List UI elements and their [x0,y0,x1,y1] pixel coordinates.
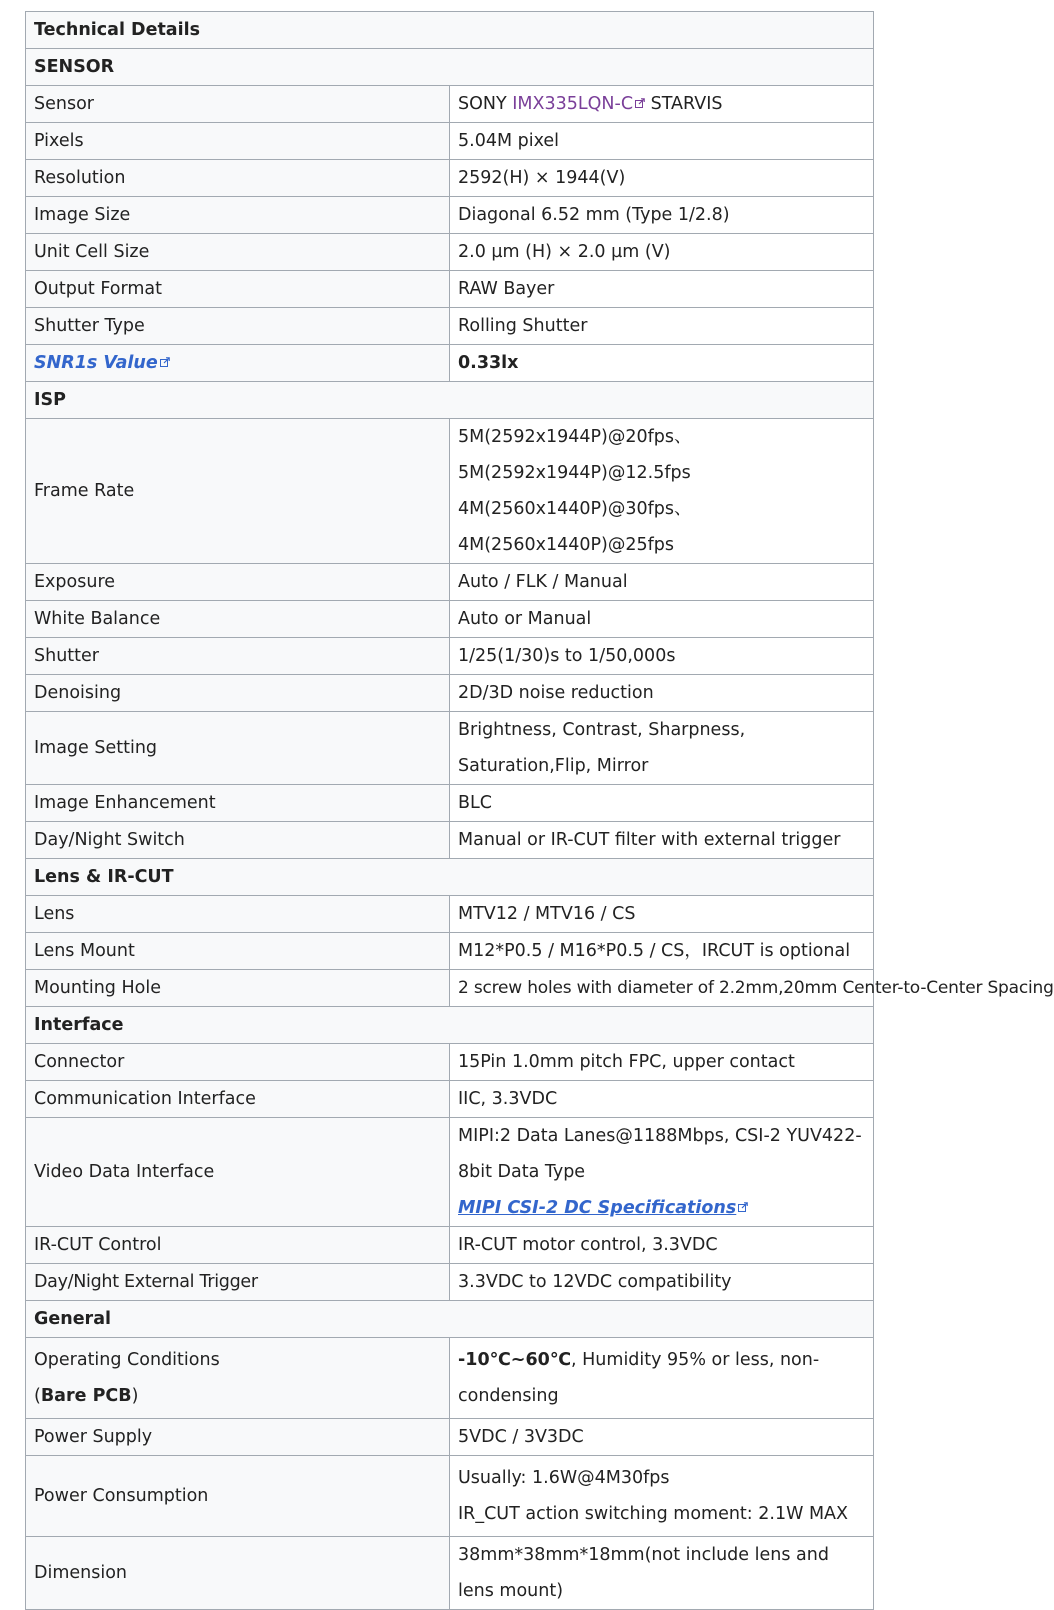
row-value: 15Pin 1.0mm pitch FPC, upper contact [450,1044,874,1081]
row-label: Frame Rate [26,419,450,564]
operating-label-line-1: Operating Conditions [34,1350,220,1370]
table-row [26,638,874,675]
row-label: Connector [26,1044,450,1081]
section-header-sensor: SENSOR [26,49,874,86]
sensor-prefix: SONY [458,94,513,114]
table-row [26,308,874,345]
section-row-lens [26,859,874,896]
table-row [26,675,874,712]
row-label: Output Format [26,271,450,308]
section-row-interface [26,1007,874,1044]
table-row [26,564,874,601]
row-label: Mounting Hole [26,970,450,1007]
snr-value: 0.33lx [458,353,519,373]
external-link-icon [635,98,645,108]
sensor-suffix: STARVIS [645,94,723,114]
section-row-isp [26,382,874,419]
mipi-spec-link-text: MIPI CSI-2 DC Specifications [458,1198,737,1218]
row-label [26,1338,450,1419]
row-label: Lens Mount [26,933,450,970]
table-row [26,1264,874,1301]
row-label: Shutter [26,638,450,675]
table-row [26,1081,874,1118]
row-value: Diagonal 6.52 mm (Type 1/2.8) [450,197,874,234]
table-title-row [26,12,874,49]
operating-label-line-2 [34,1378,441,1414]
table-row [26,419,874,564]
table-row [26,1118,874,1227]
row-value: Auto / FLK / Manual [450,564,874,601]
row-label: Pixels [26,123,450,160]
table-row [26,822,874,859]
row-value: 2 screw holes with diameter of 2.2mm,20mm Center-to-Center Spacing [450,970,874,1007]
operating-label-open: ( [34,1386,41,1406]
row-label: Dimension [26,1537,450,1610]
table-row [26,1456,874,1537]
row-value: 2592(H) × 1944(V) [450,160,874,197]
operating-temp: -10℃~60℃ [458,1350,572,1370]
section-header-lens: Lens & IR-CUT [26,859,874,896]
table-row [26,1537,874,1610]
row-value: Rolling Shutter [450,308,874,345]
row-value [450,1456,874,1537]
row-value: Brightness, Contrast, Sharpness, Saturation,Flip, Mirror [450,712,874,785]
row-value: 38mm*38mm*18mm(not include lens and lens mount) [450,1537,874,1610]
table-row [26,197,874,234]
table-row [26,160,874,197]
frame-rate-line-2: 4M(2560x1440P)@30fps、4M(2560x1440P)@25fps [458,499,692,555]
row-label [26,345,450,382]
snr-value-link-text: SNR1s Value [34,353,158,373]
table-row [26,785,874,822]
sensor-model-link-text: IMX335LQN-C [512,94,634,114]
row-value: 2.0 µm (H) × 2.0 µm (V) [450,234,874,271]
table-row [26,1227,874,1264]
row-value: M12*P0.5 / M16*P0.5 / CS，IRCUT is optional [450,933,874,970]
technical-details-table-wrapper [25,11,1054,1610]
row-value [450,1338,874,1419]
row-value: 5.04M pixel [450,123,874,160]
row-value [450,345,874,382]
row-label: White Balance [26,601,450,638]
table-row [26,271,874,308]
row-value: BLC [450,785,874,822]
row-value [450,419,874,564]
technical-details-table [25,11,1054,1610]
table-row [26,1419,874,1456]
video-interface-link-line [458,1190,865,1226]
table-row [26,1044,874,1081]
row-value: Manual or IR-CUT filter with external trigger [450,822,874,859]
row-label: Resolution [26,160,450,197]
row-label: Power Supply [26,1419,450,1456]
external-link-icon [738,1202,748,1212]
frame-rate-line-1: 5M(2592x1944P)@20fps、5M(2592x1944P)@12.5fps [458,427,692,483]
table-row [26,234,874,271]
row-label: Unit Cell Size [26,234,450,271]
table-row [26,86,874,123]
table-row [26,345,874,382]
table-row [26,1338,874,1419]
row-label: Image Size [26,197,450,234]
operating-label-bold: Bare PCB [40,1386,132,1406]
row-value: MTV12 / MTV16 / CS [450,896,874,933]
row-label: Denoising [26,675,450,712]
power-line-2: IR_CUT action switching moment: 2.1W MAX [458,1504,849,1524]
row-label: IR-CUT Control [26,1227,450,1264]
row-label: Communication Interface [26,1081,450,1118]
row-value: RAW Bayer [450,271,874,308]
table-row [26,123,874,160]
table-title: Technical Details [26,12,874,49]
row-value: 2D/3D noise reduction [450,675,874,712]
section-row-general [26,1301,874,1338]
row-label: Image Enhancement [26,785,450,822]
video-interface-line-1: MIPI:2 Data Lanes@1188Mbps, CSI-2 YUV422-8bit Data Type [458,1126,862,1182]
row-label: Day/Night Switch [26,822,450,859]
row-label: Video Data Interface [26,1118,450,1227]
power-line-1: Usually: 1.6W@4M30fps [458,1468,670,1488]
row-label: Power Consumption [26,1456,450,1537]
row-value [450,1118,874,1227]
snr-value-link[interactable] [34,353,170,373]
external-link-icon [160,357,170,367]
row-label: Sensor [26,86,450,123]
table-row [26,896,874,933]
section-header-isp: ISP [26,382,874,419]
operating-label-close: ) [131,1386,139,1406]
section-row-sensor [26,49,874,86]
row-label: Shutter Type [26,308,450,345]
row-label: Day/Night External Trigger [26,1264,450,1301]
row-value: IR-CUT motor control, 3.3VDC [450,1227,874,1264]
sensor-model-link[interactable] [512,94,645,114]
row-label: Image Setting [26,712,450,785]
operating-rest: , Humidity 95% or less, non-condensing [458,1350,820,1406]
row-value: 1/25(1/30)s to 1/50,000s [450,638,874,675]
row-value: 5VDC / 3V3DC [450,1419,874,1456]
row-value: 3.3VDC to 12VDC compatibility [450,1264,874,1301]
row-value [450,86,874,123]
row-value: Auto or Manual [450,601,874,638]
row-label: Exposure [26,564,450,601]
section-header-general: General [26,1301,874,1338]
row-value: IIC, 3.3VDC [450,1081,874,1118]
row-label: Lens [26,896,450,933]
mipi-spec-link[interactable] [458,1198,748,1218]
table-row [26,933,874,970]
table-row [26,712,874,785]
table-row [26,970,874,1007]
table-row [26,601,874,638]
section-header-interface: Interface [26,1007,874,1044]
